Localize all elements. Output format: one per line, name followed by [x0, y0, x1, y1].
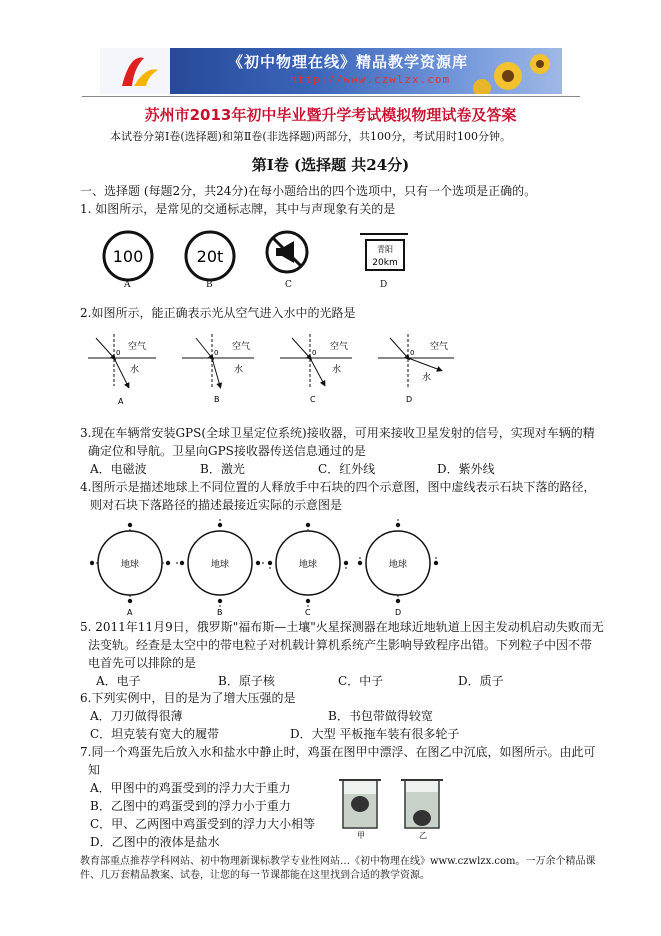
question-7-line1: 7.同一个鸡蛋先后放入水和盐水中静止时，鸡蛋在图甲中漂浮、在图乙中沉底，如图所示。由此可	[80, 745, 596, 759]
sign-a-text: 100	[112, 247, 144, 266]
earth-diagrams	[90, 515, 450, 620]
question-1-text: 1. 如图所示，是常见的交通标志牌，其中与声现象有关的是	[80, 202, 396, 216]
q7-option-c: C．甲、乙两图中鸡蛋受到的浮力大小相等	[90, 817, 316, 831]
svg-text:水: 水	[234, 365, 244, 375]
diagram-b	[182, 334, 254, 388]
sign-d-top-text: 青阳	[377, 245, 393, 254]
earth-label: 地球	[210, 560, 230, 570]
earth-diagram-d	[358, 517, 438, 617]
svg-text:水: 水	[130, 365, 140, 375]
document-title: 苏州市2013年初中毕业暨升学考试模拟物理试卷及答案	[144, 106, 517, 124]
q6-option-b: B．书包带做得较宽	[328, 709, 433, 723]
instructions: 一、选择题 (每题2分，共24分)在每小题给出的四个选项中，只有一个选项是正确的。	[80, 184, 537, 198]
document-intro: 本试卷分第Ⅰ卷(选择题)和第Ⅱ卷(非选择题)两部分，共100分，考试用时100分钟。	[110, 130, 511, 143]
earth-option-label: C	[305, 608, 311, 617]
beaker-jia	[339, 780, 381, 840]
diagram-c	[280, 334, 352, 388]
q7-option-d: D．乙图中的液体是盐水	[90, 835, 220, 849]
page-footer: 教育部重点推荐学科网站、初中物理新课标教学专业性网站…《初中物理在线》www.czwlzx.com。一万余个精品课件、几万套精品教案、试卷，让您的每一节课都能在这里找到合适的教学资源。	[80, 856, 596, 881]
sign-d-bottom-text: 20km	[372, 258, 398, 268]
svg-text:0: 0	[116, 349, 121, 357]
q1-label-b: B	[206, 280, 213, 290]
question-5-line3: 电首先可以排除的是	[88, 656, 197, 670]
earth-label: 地球	[298, 560, 318, 570]
question-4-line2: 则对石块下落路径的描述最接近实际的示意图是	[90, 498, 343, 512]
svg-text:乙: 乙	[419, 831, 427, 840]
earth-diagram-b	[174, 517, 266, 617]
svg-text:0: 0	[214, 349, 219, 357]
egg-sunk	[413, 810, 431, 826]
refraction-diagrams	[88, 330, 488, 410]
header-divider	[82, 96, 580, 97]
beaker-yi	[401, 780, 443, 840]
sign-b-text: 20t	[196, 247, 224, 266]
sign-no-horn	[267, 232, 307, 272]
question-2-text: 2.如图所示，能正确表示光从空气进入水中的光路是	[80, 306, 356, 320]
svg-text:A: A	[118, 397, 124, 406]
q1-label-a: A	[124, 280, 131, 290]
q6-option-d: D．大型 平板拖车装有很多轮子	[290, 727, 460, 741]
banner-title: 《初中物理在线》精品教学资源库	[228, 53, 469, 71]
traffic-signs-figure	[90, 228, 410, 290]
svg-text:空气: 空气	[430, 342, 449, 352]
q7-option-b: B．乙图中的鸡蛋受到的浮力小于重力	[90, 799, 291, 813]
q3-option-b: B．激光	[200, 462, 245, 476]
question-7-line2: 知	[88, 763, 101, 777]
header-banner	[100, 48, 562, 94]
beakers-figure	[335, 770, 455, 840]
sign-speed-limit	[104, 232, 152, 280]
svg-text:水: 水	[332, 365, 342, 375]
q6-option-a: A．刀刃做得很薄	[90, 709, 183, 723]
svg-text:C: C	[310, 395, 316, 404]
earth-diagram-c	[268, 523, 348, 617]
question-4-line1: 4.图所示是描述地球上不同位置的人释放手中石块的四个示意图，图中虚线表示石块下落的路径，	[80, 480, 596, 494]
section-title: 第Ⅰ卷 (选择题 共24分)	[251, 156, 410, 174]
q1-label-d: D	[380, 280, 388, 290]
q5-option-b: B．原子核	[218, 674, 275, 688]
earth-label: 地球	[388, 560, 408, 570]
sign-weight-limit	[186, 232, 234, 280]
q3-option-a: A．电磁波	[90, 462, 147, 476]
question-3-line2: 确定位和导航。卫星向GPS接收器传送信息通过的是	[88, 444, 366, 458]
question-5-line2: 法变轨。经查是太空中的带电粒子对机载计算机系统产生影响导致程序出错。下列粒子中因不带	[88, 638, 593, 652]
q5-option-d: D．质子	[458, 674, 504, 688]
q5-option-a: A．电子	[96, 674, 141, 688]
svg-text:甲: 甲	[357, 831, 365, 840]
q5-option-c: C．中子	[338, 674, 384, 688]
question-6-text: 6.下列实例中，目的是为了增大压强的是	[80, 691, 296, 705]
svg-text:空气: 空气	[232, 342, 251, 352]
egg-floating	[351, 796, 369, 812]
q7-option-a: A．甲图中的鸡蛋受到的浮力大于重力	[90, 781, 291, 795]
earth-label: 地球	[120, 560, 140, 570]
svg-text:水: 水	[422, 373, 432, 383]
q1-label-c: C	[285, 280, 292, 290]
earth-option-label: B	[217, 608, 223, 617]
svg-text:B: B	[214, 395, 220, 404]
question-5-line1: 5. 2011年11月9日，俄罗斯"福布斯—土壤"火星探测器在地球近地轨道上因主发动机启动失败而无	[80, 620, 604, 634]
svg-text:0: 0	[410, 349, 415, 357]
diagram-a	[88, 334, 156, 386]
sunflower-icon	[473, 79, 491, 94]
sign-distance	[360, 234, 408, 270]
q3-option-c: C．红外线	[318, 462, 376, 476]
q6-option-c: C．坦克装有宽大的履带	[90, 727, 220, 741]
earth-option-label: A	[127, 608, 133, 617]
question-3-line1: 3.现在车辆常安装GPS(全球卫星定位系统)接收器，可用来接收卫星发射的信号，实现对车辆的精	[80, 426, 595, 440]
svg-text:D: D	[406, 395, 413, 404]
earth-diagram-a	[90, 523, 170, 617]
diagram-d	[378, 334, 454, 388]
svg-text:空气: 空气	[128, 342, 147, 352]
svg-text:0: 0	[312, 349, 317, 357]
banner-url[interactable]: http://www.czwlzx.com	[290, 73, 451, 86]
svg-text:空气: 空气	[330, 342, 349, 352]
earth-option-label: D	[395, 608, 402, 617]
q3-option-d: D．紫外线	[437, 462, 495, 476]
